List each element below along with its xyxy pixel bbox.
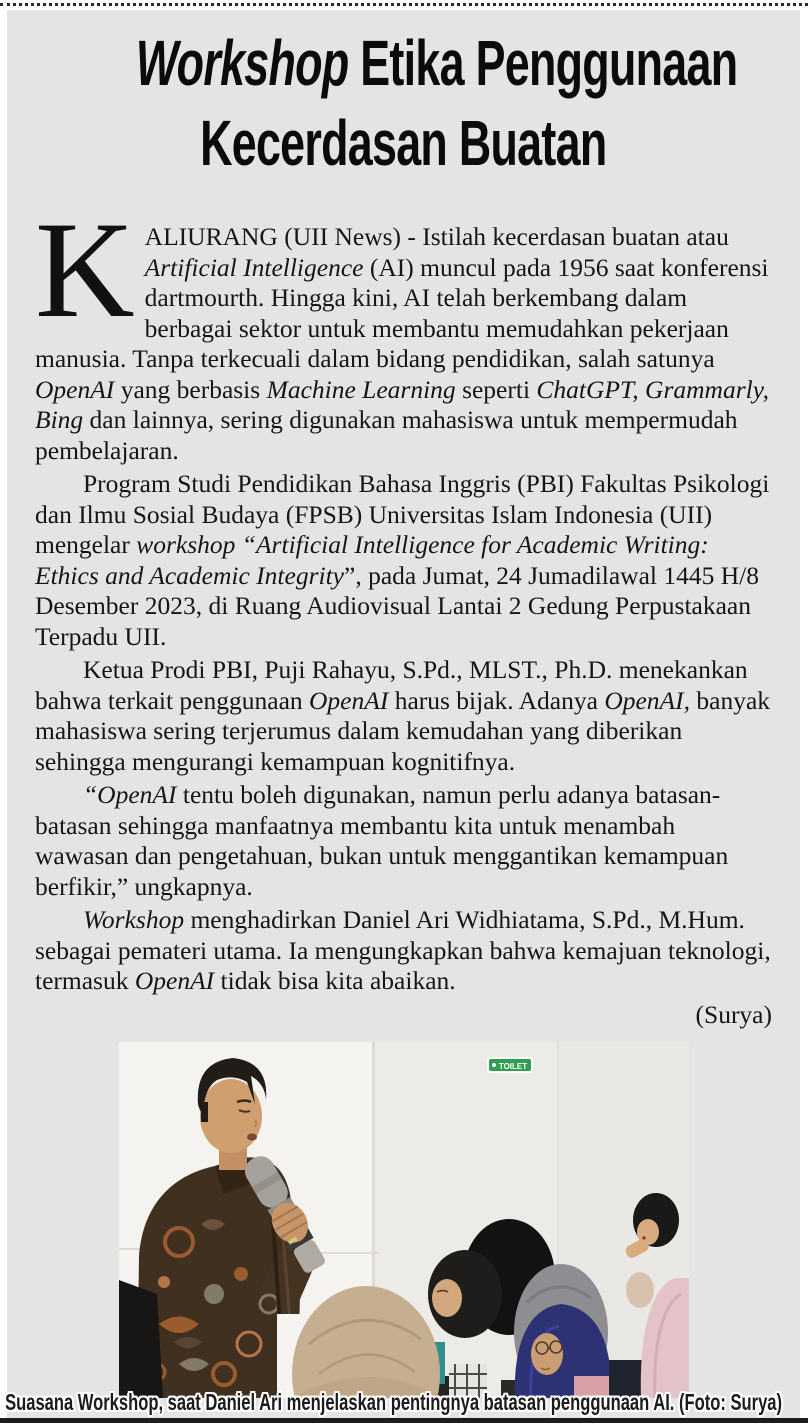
headline-word-workshop: Workshop xyxy=(135,27,349,99)
article-paragraph-5: Workshop menghadirkan Daniel Ari Widhiatama, S.Pd., M.Hum. sebagai pemateri utama. Ia mengungkapkan bahwa kemajuan teknologi, termasuk OpenAI tidak bisa kita abaikan. xyxy=(35,905,771,995)
article-body xyxy=(7,193,800,1030)
photo-caption xyxy=(7,1390,800,1414)
svg-text:TOILET: TOILET xyxy=(498,1062,527,1071)
article-panel xyxy=(7,10,800,1418)
article-paragraph-1: KALIURANG (UII News) - Istilah kecerdasan buatan atau Artificial Intelligence (AI) muncul pada 1956 saat konferensi dartmourth. Hingga kini, AI telah berkembang dalam berbagai sektor untuk membantu memudahkan pekerjaan manusia. Tanpa terkecuali dalam bidang pendidikan, salah satunya OpenAI yang berbasis Machine Learning seperti ChatGPT, Grammarly, Bing dan lainnya, sering digunakan mahasiswa untuk mempermudah pembelajaran. xyxy=(35,193,770,465)
article-paragraph-4: “OpenAI tentu boleh digunakan, namun perlu adanya batasan-batasan sehingga manfaatnya membantu kita untuk menambah wawasan dan pengetahuan, bukan untuk menggantikan kemampuan berfikir,” ungkapnya. xyxy=(35,780,729,901)
page-border-bottom-rule xyxy=(0,1418,808,1423)
toilet-sign-icon xyxy=(487,1057,533,1073)
article-paragraph-3: Ketua Prodi PBI, Puji Rahayu, S.Pd., MLST., Ph.D. menekankan bahwa terkait penggunaan OpenAI harus bijak. Adanya OpenAI, banyak mahasiswa sering terjerumus dalam kemudahan yang diberikan sehingga mengurangi kemampuan kognitifnya. xyxy=(35,655,771,776)
article-paragraph-2: Program Studi Pendidikan Bahasa Inggris (PBI) Fakultas Psikologi dan Ilmu Sosial Budaya (FPSB) Universitas Islam Indonesia (UII) mengelar workshop “Artificial Intelligence for Academic Writing: Ethics and Academic Integrity”, pada Jumat, 24 Jumadilawal 1445 H/8 Desember 2023, di Ruang Audiovisual Lantai 2 Gedung Perpustakaan Terpadu UII. xyxy=(35,469,770,651)
article-headline xyxy=(7,27,800,192)
headline-line-2: Kecerdasan Buatan xyxy=(200,107,607,179)
page-border-top-dotted xyxy=(0,3,808,6)
headline-line-1 xyxy=(7,27,800,112)
workshop-photo xyxy=(119,1042,689,1398)
workshop-photo-illustration xyxy=(119,1042,689,1398)
headline-line-1-rest: Etika Penggunaan xyxy=(348,27,738,99)
article-byline: (Surya) xyxy=(695,999,772,1029)
photo-caption-text: Suasana Workshop, saat Daniel Ari menjelaskan pentingnya batasan penggunaan AI. (Foto: Surya) xyxy=(5,1389,783,1415)
drop-cap: K xyxy=(35,193,135,346)
